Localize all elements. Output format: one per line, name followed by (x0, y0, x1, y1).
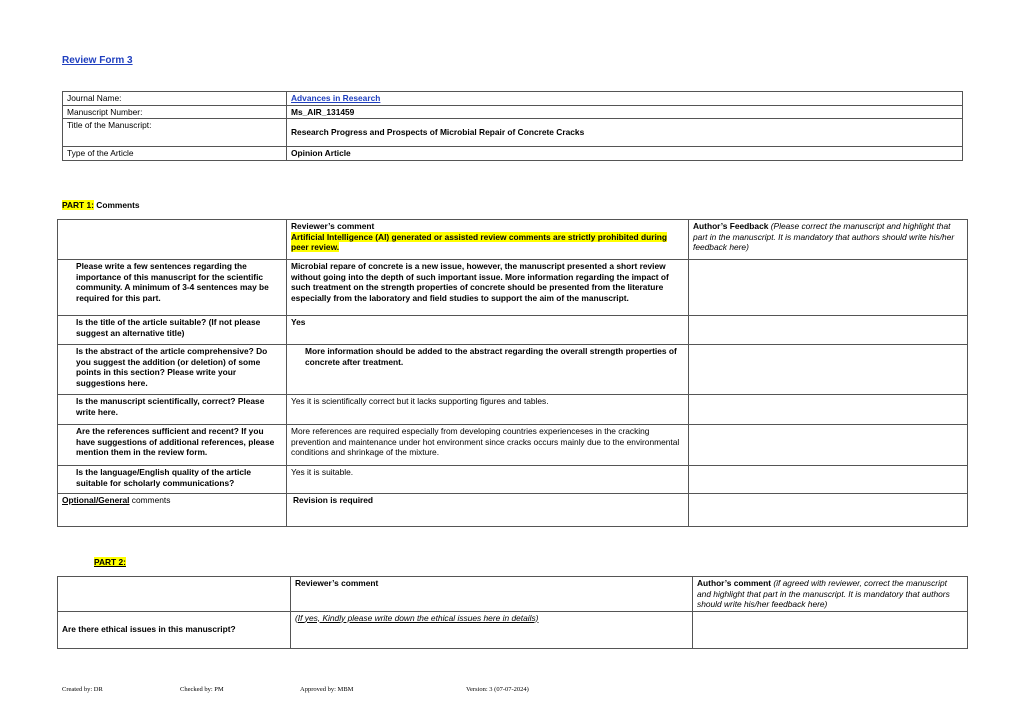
article-type-value: Opinion Article (287, 147, 963, 161)
question-scientific: Is the manuscript scientifically, correct? Please write here. (58, 395, 287, 425)
journal-name-label: Journal Name: (63, 92, 287, 106)
ethics-author-cell[interactable] (693, 611, 968, 648)
journal-name-link[interactable]: Advances in Research (291, 93, 381, 103)
question-importance: Please write a few sentences regarding the importance of this manuscript for the scientific community. A minimum of 3-4 sentences may be required for this part. (58, 260, 287, 316)
answer-language: Yes it is suitable. (287, 466, 689, 494)
ai-prohibition-notice: Artificial Intelligence (AI) generated or assisted review comments are strictly prohibited during peer review. (291, 231, 668, 252)
answer-title-suitable: Yes (287, 316, 689, 345)
feedback-cell-optional[interactable] (689, 494, 968, 527)
article-type-label: Type of the Article (63, 147, 287, 161)
optional-general-answer: Revision is required (287, 494, 689, 527)
feedback-cell-title[interactable] (689, 316, 968, 345)
question-title-suitable: Is the title of the article suitable? (If not please suggest an alternative title) (58, 316, 287, 345)
part2-reviewer-comment-header: Reviewer’s comment (291, 577, 693, 612)
footer-checked-by: Checked by: PM (180, 686, 224, 693)
answer-importance: Microbial repare of concrete is a new issue, however, the manuscript presented a short review without going into the depth of such important issue. More information regarding the impact of such treatment on the strength properties of concrete should be presented from the literature especially from the laboratory and field studies to support the aim of the manuscript. (287, 260, 689, 316)
question-abstract: Is the abstract of the article comprehensive? Do you suggest the addition (or deletion) of some points in this section? Please write your suggestions here. (58, 345, 287, 395)
part2-ethics-table (57, 576, 968, 649)
part2-heading: PART 2: (94, 557, 126, 567)
manuscript-info-table (62, 91, 963, 161)
footer-approved-by: Approved by: MBM (300, 686, 354, 693)
part1-reviewer-comment-header: Reviewer’s comment (291, 221, 375, 231)
manuscript-number-value: Ms_AIR_131459 (287, 105, 963, 119)
question-references: Are the references sufficient and recent? If you have suggestions of additional references, please mention them in the review form. (58, 425, 287, 466)
answer-abstract: More information should be added to the abstract regarding the overall strength properties of concrete after treatment. (287, 345, 689, 395)
manuscript-title-value: Research Progress and Prospects of Microbial Repair of Concrete Cracks (287, 119, 963, 147)
part2-author-comment-header: Author’s comment (if agreed with reviewer, correct the manuscript and highlight that part in the manuscript. It is mandatory that authors should write his/her feedback here) (693, 577, 968, 612)
feedback-cell-scientific[interactable] (689, 395, 968, 425)
form-title-link[interactable]: Review Form 3 (62, 55, 133, 66)
manuscript-title-label: Title of the Manuscript: (63, 119, 287, 147)
feedback-cell-language[interactable] (689, 466, 968, 494)
footer-created-by: Created by: DR (62, 686, 103, 693)
answer-references: More references are required especially from developing countries experienceses in the cracking prevention and maintenance under hot environment since cracks occurs mainly due to the environmental conditions and shrinkage of the mixture. (287, 425, 689, 466)
feedback-cell-importance[interactable] (689, 260, 968, 316)
optional-general-label: Optional/General comments (58, 494, 287, 527)
feedback-cell-references[interactable] (689, 425, 968, 466)
part1-author-feedback-header: Author’s Feedback (Please correct the manuscript and highlight that part in the manuscript. It is mandatory that authors should write his/her feedback here) (689, 220, 968, 260)
footer-version: Version: 3 (07-07-2024) (466, 686, 529, 693)
answer-scientific: Yes it is scientifically correct but it lacks supporting figures and tables. (287, 395, 689, 425)
part2-empty-header-cell (58, 577, 291, 612)
question-language: Is the language/English quality of the article suitable for scholarly communications? (58, 466, 287, 494)
feedback-cell-abstract[interactable] (689, 345, 968, 395)
part1-comments-table (57, 219, 968, 527)
part1-heading-suffix: Comments (93, 200, 140, 210)
manuscript-number-label: Manuscript Number: (63, 105, 287, 119)
part1-heading (62, 200, 140, 210)
ethics-hint: (If yes, Kindly please write down the ethical issues here in details) (291, 611, 693, 648)
part1-empty-header-cell (58, 220, 287, 260)
part1-heading-label: PART 1: (62, 200, 94, 210)
ethics-question: Are there ethical issues in this manuscript? (58, 611, 291, 648)
